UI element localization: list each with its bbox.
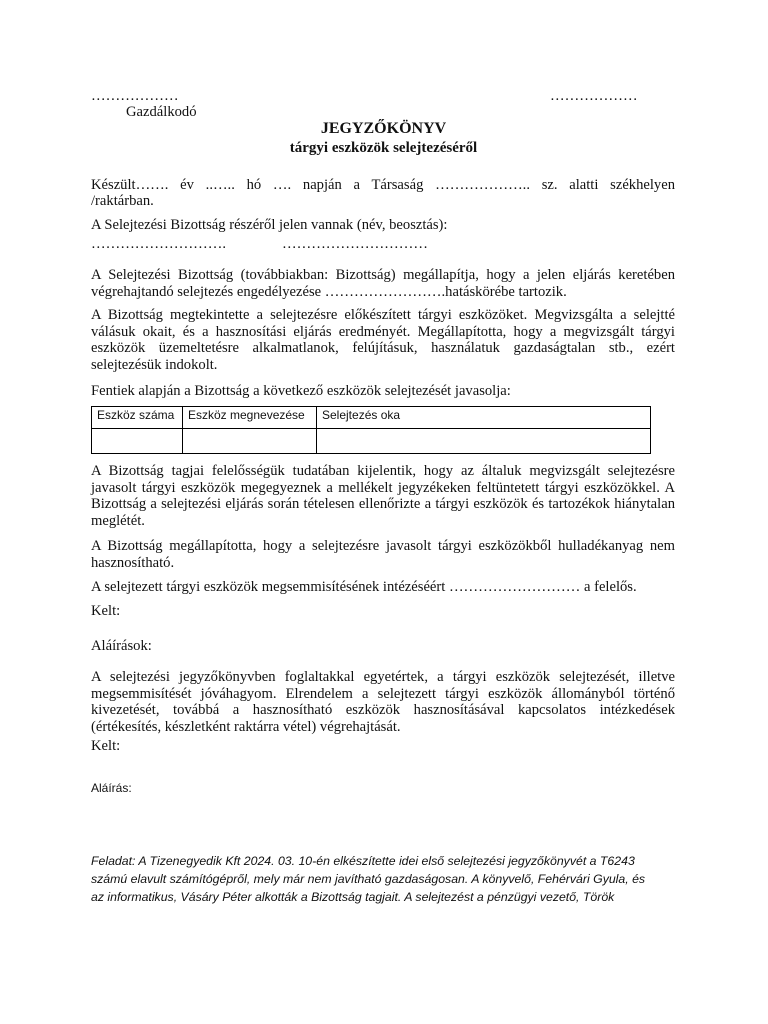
header-right-dots: ……………… (550, 88, 638, 104)
kelt-label-1: Kelt: (91, 603, 121, 619)
committee-dots-1: ………………………. (91, 236, 226, 252)
paragraph-6: A selejtezett tárgyi eszközök megsemmisítésének intézéséért ……………………… a felelős. (91, 579, 637, 595)
paragraph-5: A Bizottság megállapította, hogy a selejtezésre javasolt tárgyi eszközökből hulladékanyag nem hasznosítható. (91, 538, 675, 571)
signature-label: Aláírás: (91, 781, 132, 795)
intro-line-2: /raktárban. (91, 193, 154, 209)
table-header-cell: Eszköz száma (92, 407, 183, 429)
committee-heading: A Selejtezési Bizottság részéről jelen vannak (név, beosztás): (91, 217, 448, 233)
task-line-2: számú elavult számítógépről, mely már nem javítható gazdaságosan. A könyvelő, Fehérvári Gyula, és (91, 872, 646, 886)
kelt-label-2: Kelt: (91, 738, 121, 754)
asset-table (91, 406, 651, 454)
paragraph-7: A selejtezési jegyzőkönyvben foglaltakkal egyetértek, a tárgyi eszközök selejtezését, illetve megsemmisítését jóváhagyom. Elrendelem a selejtezett tárgyi eszközök állományból történő kivezetését, továbbá a hasznosítható eszközök hasznosításával kapcsolatos intézkedések (értékesítés, készletként raktárra vétel) végrehajtását. (91, 669, 675, 735)
header-left-dots: ……………… (91, 88, 179, 104)
paragraph-1-line-1: A Selejtezési Bizottság (továbbiakban: Bizottság) megállapítja, hogy a jelen eljárás keretében (91, 267, 675, 283)
company-label: Gazdálkodó (126, 104, 197, 120)
committee-dots-2: ………………………… (282, 236, 428, 252)
paragraph-2: A Bizottság megtekintette a selejtezésre előkészített tárgyi eszközöket. Megvizsgálta a selejtté válásuk okait, és a hasznosítási eljárás eredményét. Megállapította, hogy a megvizsgált tárgyi eszközök üzemeltetésre alkalmatlanok, felújításuk, használatuk gazdaságtalan stb., ezért selejtezésük indokolt. (91, 307, 675, 373)
table-header-cell: Selejtezés oka (317, 407, 651, 429)
task-line-3: az informatikus, Vásáry Péter alkották a Bizottság tagjait. A selejtezést a pénzügyi vezető, Török (91, 890, 615, 904)
table-cell (183, 429, 317, 454)
table-row (92, 429, 651, 454)
paragraph-3: Fentiek alapján a Bizottság a következő eszközök selejtezését javasolja: (91, 383, 511, 399)
task-line-1: Feladat: A Tizenegyedik Kft 2024. 03. 10-én elkészítette idei első selejtezési jegyzőkönyvét a T6243 (91, 854, 635, 868)
signatures-label: Aláírások: (91, 638, 152, 654)
table-cell (92, 429, 183, 454)
paragraph-4: A Bizottság tagjai felelősségük tudatában kijelentik, hogy az általuk megvizsgált selejtezésre javasolt tárgyi eszközök megegyeznek a mellékelt jegyzékeken feltüntetett tárgyi eszközökkel. A Bizottság a selejtezési eljárás során tételesen ellenőrizte a tárgyi eszközök és tartozékok hiánytalan meglétét. (91, 463, 675, 529)
paragraph-1-line-2: végrehajtandó selejtezés engedélyezése …………………….hatáskörébe tartozik. (91, 284, 567, 300)
document-subtitle: tárgyi eszközök selejtezéséről (289, 140, 478, 156)
table-cell (317, 429, 651, 454)
document-title: JEGYZŐKÖNYV (320, 120, 447, 137)
intro-line-1: Készült……. év ..….. hó …. napján a Társaság ……………….. sz. alatti székhelyen (91, 177, 675, 193)
table-header-cell: Eszköz megnevezése (183, 407, 317, 429)
table-header-row (92, 407, 651, 429)
